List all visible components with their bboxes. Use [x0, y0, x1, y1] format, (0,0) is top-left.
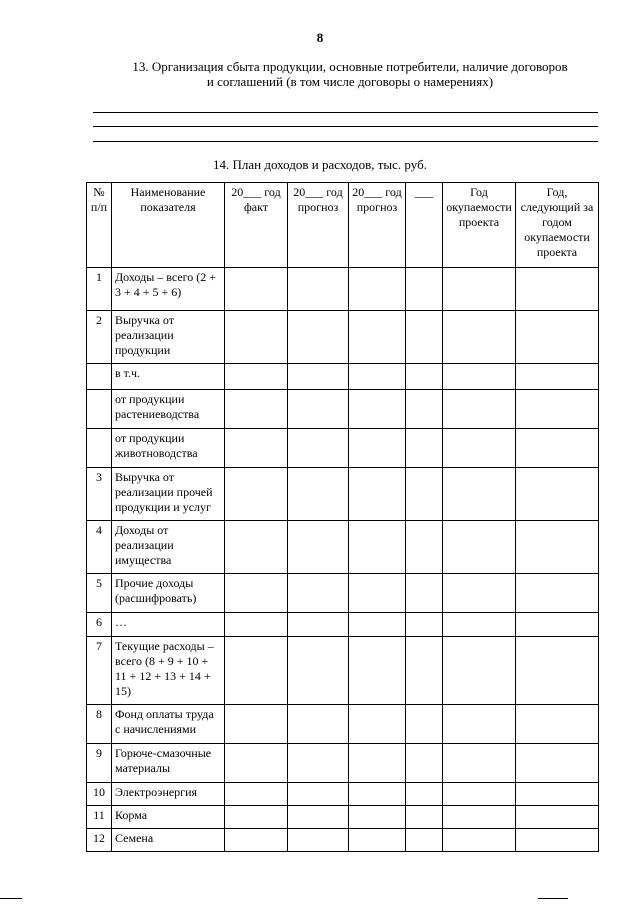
value-cell[interactable] — [288, 521, 349, 574]
value-cell[interactable] — [288, 574, 349, 613]
value-cell[interactable] — [516, 613, 599, 637]
value-cell[interactable] — [406, 311, 443, 364]
value-cell[interactable] — [443, 744, 516, 783]
value-cell[interactable] — [288, 468, 349, 521]
value-cell[interactable] — [225, 613, 288, 637]
value-cell[interactable] — [349, 364, 406, 390]
value-cell[interactable] — [443, 429, 516, 468]
value-cell[interactable] — [225, 521, 288, 574]
value-cell[interactable] — [288, 429, 349, 468]
value-cell[interactable] — [406, 390, 443, 429]
row-name: Семена — [112, 829, 225, 852]
row-name: Горюче-смазочные материалы — [112, 744, 225, 783]
table-row — [87, 468, 599, 521]
section-13-line-2: и соглашений (в том числе договоры о намерениях) — [206, 74, 494, 89]
value-cell[interactable] — [349, 311, 406, 364]
row-number — [87, 364, 112, 390]
value-cell[interactable] — [406, 705, 443, 744]
row-name: Корма — [112, 806, 225, 829]
table-row — [87, 806, 599, 829]
value-cell[interactable] — [349, 521, 406, 574]
header-cell: Год окупаемости проекта — [443, 183, 516, 268]
row-name: от продукции растениеводства — [112, 390, 225, 429]
value-cell[interactable] — [225, 829, 288, 852]
table-row — [87, 744, 599, 783]
value-cell[interactable] — [225, 268, 288, 311]
value-cell[interactable] — [406, 637, 443, 705]
value-cell[interactable] — [516, 744, 599, 783]
value-cell[interactable] — [443, 829, 516, 852]
value-cell[interactable] — [349, 468, 406, 521]
value-cell[interactable] — [288, 364, 349, 390]
row-name: Выручка от реализации продукции — [112, 311, 225, 364]
row-number: 2 — [87, 311, 112, 364]
value-cell[interactable] — [288, 613, 349, 637]
header-cell: 20___ год факт — [225, 183, 288, 268]
header-cell: Год, следующий за годом окупаемости проекта — [516, 183, 599, 268]
value-cell[interactable] — [225, 783, 288, 806]
value-cell[interactable] — [406, 574, 443, 613]
value-cell[interactable] — [349, 613, 406, 637]
value-cell[interactable] — [443, 468, 516, 521]
row-number: 7 — [87, 637, 112, 705]
value-cell[interactable] — [349, 705, 406, 744]
value-cell[interactable] — [225, 637, 288, 705]
table-row — [87, 783, 599, 806]
value-cell[interactable] — [349, 829, 406, 852]
value-cell[interactable] — [516, 521, 599, 574]
value-cell[interactable] — [443, 783, 516, 806]
row-number: 10 — [87, 783, 112, 806]
value-cell[interactable] — [288, 268, 349, 311]
value-cell[interactable] — [406, 468, 443, 521]
table-row — [87, 613, 599, 637]
blank-line-3 — [93, 141, 598, 142]
table-row — [87, 390, 599, 429]
value-cell[interactable] — [225, 744, 288, 783]
value-cell[interactable] — [406, 744, 443, 783]
row-name: Текущие расходы – всего (8 + 9 + 10 + 11 + 12 + 13 + 14 + 15) — [112, 637, 225, 705]
value-cell[interactable] — [288, 705, 349, 744]
value-cell[interactable] — [225, 806, 288, 829]
value-cell[interactable] — [349, 744, 406, 783]
value-cell[interactable] — [288, 783, 349, 806]
row-name: в т.ч. — [112, 364, 225, 390]
value-cell[interactable] — [516, 311, 599, 364]
value-cell[interactable] — [443, 268, 516, 311]
row-number — [87, 429, 112, 468]
scan-edge-mark-right — [538, 898, 568, 899]
value-cell[interactable] — [349, 429, 406, 468]
value-cell[interactable] — [516, 806, 599, 829]
header-cell: ___ — [406, 183, 443, 268]
value-cell[interactable] — [443, 574, 516, 613]
value-cell[interactable] — [225, 311, 288, 364]
row-number: 4 — [87, 521, 112, 574]
row-number: 1 — [87, 268, 112, 311]
row-number: 3 — [87, 468, 112, 521]
table-row — [87, 364, 599, 390]
row-name: Прочие доходы (расшифровать) — [112, 574, 225, 613]
value-cell[interactable] — [225, 429, 288, 468]
value-cell[interactable] — [406, 783, 443, 806]
section-14-title: 14. План доходов и расходов, тыс. руб. — [213, 157, 427, 172]
value-cell[interactable] — [349, 574, 406, 613]
value-cell[interactable] — [516, 783, 599, 806]
table-row — [87, 268, 599, 311]
value-cell[interactable] — [225, 364, 288, 390]
row-name: Выручка от реализации прочей продукции и услуг — [112, 468, 225, 521]
section-13-line-1: 13. Организация сбыта продукции, основные потребители, наличие договоров — [132, 59, 568, 74]
blank-line-1 — [93, 112, 598, 113]
value-cell[interactable] — [225, 574, 288, 613]
header-cell: 20___ год прогноз — [349, 183, 406, 268]
value-cell[interactable] — [288, 829, 349, 852]
value-cell[interactable] — [443, 705, 516, 744]
value-cell[interactable] — [516, 364, 599, 390]
table-row — [87, 705, 599, 744]
scan-edge-mark-left — [0, 898, 22, 899]
value-cell[interactable] — [288, 806, 349, 829]
row-name: … — [112, 613, 225, 637]
value-cell[interactable] — [406, 521, 443, 574]
row-name: Электроэнергия — [112, 783, 225, 806]
row-name: Доходы от реализации имущества — [112, 521, 225, 574]
value-cell[interactable] — [516, 268, 599, 311]
header-cell: № п/п — [87, 183, 112, 268]
value-cell[interactable] — [443, 806, 516, 829]
row-number: 9 — [87, 744, 112, 783]
value-cell[interactable] — [443, 521, 516, 574]
value-cell[interactable] — [443, 613, 516, 637]
income-expense-table — [86, 182, 599, 852]
value-cell[interactable] — [443, 364, 516, 390]
value-cell[interactable] — [349, 637, 406, 705]
page-number: 8 — [316, 30, 324, 45]
row-number: 8 — [87, 705, 112, 744]
value-cell[interactable] — [349, 268, 406, 311]
row-number: 5 — [87, 574, 112, 613]
value-cell[interactable] — [516, 574, 599, 613]
row-number — [87, 390, 112, 429]
value-cell[interactable] — [516, 390, 599, 429]
table-row — [87, 574, 599, 613]
value-cell[interactable] — [516, 637, 599, 705]
row-number: 12 — [87, 829, 112, 852]
value-cell[interactable] — [516, 705, 599, 744]
value-cell[interactable] — [443, 311, 516, 364]
value-cell[interactable] — [349, 390, 406, 429]
value-cell[interactable] — [406, 613, 443, 637]
value-cell[interactable] — [406, 806, 443, 829]
value-cell[interactable] — [516, 829, 599, 852]
row-number: 6 — [87, 613, 112, 637]
value-cell[interactable] — [225, 390, 288, 429]
blank-line-2 — [93, 126, 598, 127]
value-cell[interactable] — [516, 429, 599, 468]
value-cell[interactable] — [406, 829, 443, 852]
value-cell[interactable] — [225, 468, 288, 521]
value-cell[interactable] — [406, 429, 443, 468]
value-cell[interactable] — [225, 705, 288, 744]
table-header-row — [87, 183, 599, 268]
section-13-heading — [100, 59, 600, 89]
value-cell[interactable] — [443, 390, 516, 429]
row-name: от продукции животноводства — [112, 429, 225, 468]
row-name: Доходы – всего (2 + 3 + 4 + 5 + 6) — [112, 268, 225, 311]
value-cell[interactable] — [288, 390, 349, 429]
value-cell[interactable] — [349, 783, 406, 806]
value-cell[interactable] — [288, 744, 349, 783]
table-row — [87, 829, 599, 852]
value-cell[interactable] — [516, 468, 599, 521]
value-cell[interactable] — [443, 637, 516, 705]
value-cell[interactable] — [406, 268, 443, 311]
value-cell[interactable] — [406, 364, 443, 390]
header-cell: 20___ год прогноз — [288, 183, 349, 268]
table-row — [87, 429, 599, 468]
header-cell: Наименование показателя — [112, 183, 225, 268]
row-number: 11 — [87, 806, 112, 829]
value-cell[interactable] — [288, 311, 349, 364]
value-cell[interactable] — [288, 637, 349, 705]
table-row — [87, 637, 599, 705]
value-cell[interactable] — [349, 806, 406, 829]
table-row — [87, 521, 599, 574]
row-name: Фонд оплаты труда с начислениями — [112, 705, 225, 744]
table-row — [87, 311, 599, 364]
